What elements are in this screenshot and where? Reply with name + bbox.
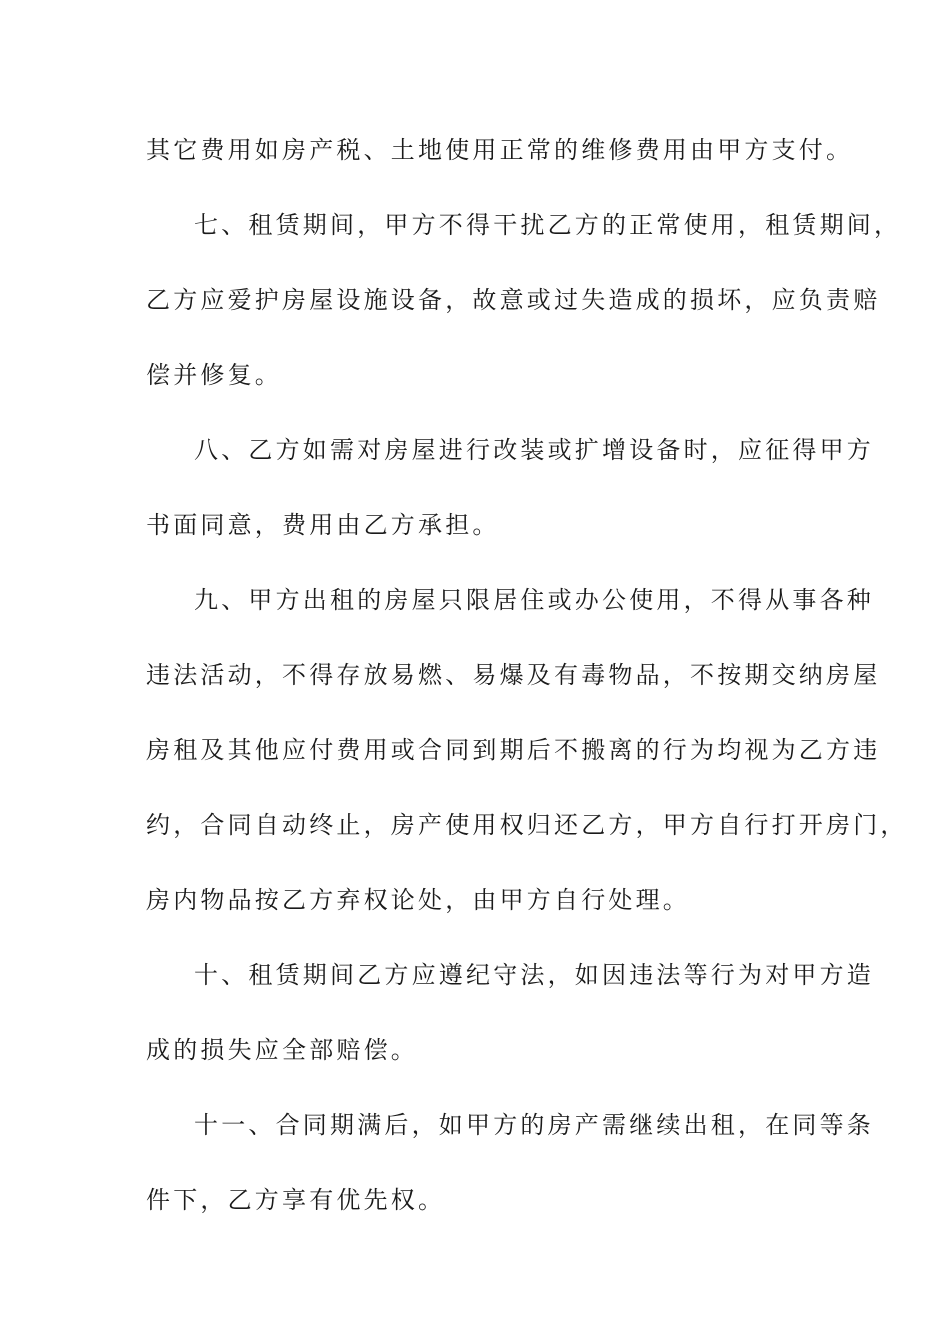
- clause-8-line-2: 书面同意，费用由乙方承担。: [146, 511, 500, 539]
- clause-9-line-5: 房内物品按乙方弃权论处，由甲方自行处理。: [146, 886, 690, 914]
- clause-9-line-4: 约，合同自动终止，房产使用权归还乙方，甲方自行打开房门，: [146, 811, 908, 839]
- clause-9-line-3: 房租及其他应付费用或合同到期后不搬离的行为均视为乙方违: [146, 736, 881, 764]
- clause-7-line-2: 乙方应爱护房屋设施设备，故意或过失造成的损坏，应负责赔: [146, 286, 881, 314]
- clause-11-line-1: 十一、合同期满后，如甲方的房产需继续出租，在同等条: [194, 1111, 874, 1139]
- clause-9-line-2: 违法活动，不得存放易燃、易爆及有毒物品，不按期交纳房屋: [146, 661, 881, 689]
- clause-7-line-3: 偿并修复。: [146, 361, 282, 389]
- clause-10-line-2: 成的损失应全部赔偿。: [146, 1036, 418, 1064]
- clause-10-line-1: 十、租赁期间乙方应遵纪守法，如因违法等行为对甲方造: [194, 961, 874, 989]
- clause-8-line-1: 八、乙方如需对房屋进行改装或扩增设备时，应征得甲方: [194, 436, 874, 464]
- clause-9-line-1: 九、甲方出租的房屋只限居住或办公使用，不得从事各种: [194, 586, 874, 614]
- text-line-1: 其它费用如房产税、土地使用正常的维修费用由甲方支付。: [146, 136, 854, 164]
- clause-11-line-2: 件下，乙方享有优先权。: [146, 1186, 446, 1214]
- clause-7-line-1: 七、租赁期间，甲方不得干扰乙方的正常使用，租赁期间，: [194, 211, 902, 239]
